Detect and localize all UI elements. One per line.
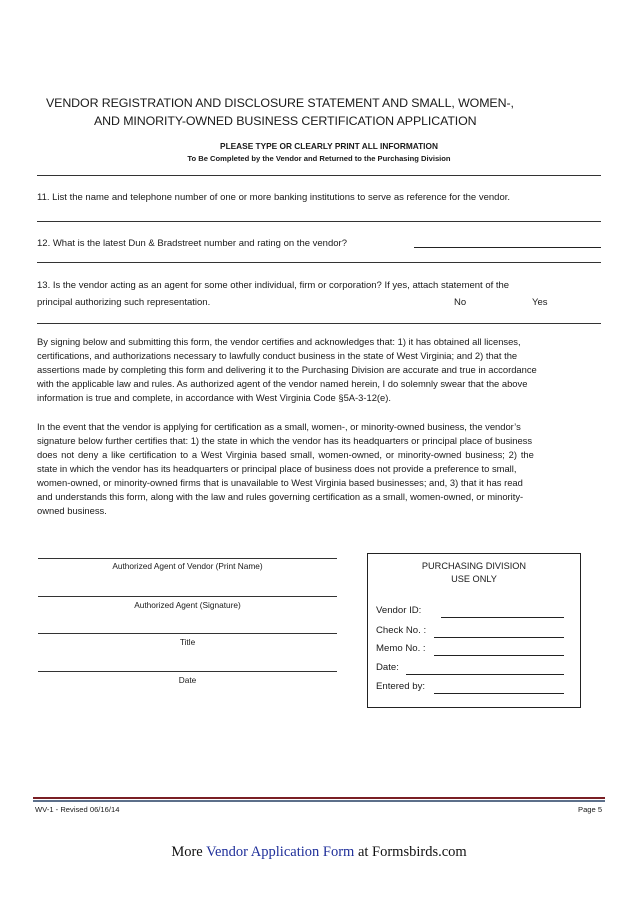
instruction-subheading: To Be Completed by the Vendor and Returned to the Purchasing Division <box>187 154 451 163</box>
date-label: Date <box>178 675 197 685</box>
vendor-application-link[interactable]: Vendor Application Form <box>206 844 355 860</box>
certification-paragraph-1 <box>37 335 637 405</box>
promo-suffix: at Formsbirds.com <box>354 844 467 860</box>
form-title-line2: AND MINORITY-OWNED BUSINESS CERTIFICATION APPLICATION <box>94 114 477 128</box>
paragraph-line: By signing below and submitting this form, the vendor certifies and acknowledges that: 1) it has obtained all licenses, <box>37 336 521 347</box>
paragraph-line: with the applicable law and rules. As authorized agent of the vendor named herein, I do solemnly swear that the above <box>37 378 528 389</box>
promo-line <box>0 844 638 861</box>
form-title-line1: VENDOR REGISTRATION AND DISCLOSURE STATEMENT AND SMALL, WOMEN-, <box>46 96 514 110</box>
memo-no-label: Memo No. : <box>376 643 426 654</box>
date-field-box[interactable] <box>406 674 564 675</box>
answer-line-11[interactable] <box>37 221 601 222</box>
paragraph-line: signature below further certifies that: 1) the state in which the vendor has its headquarters or principal place of business <box>37 435 533 446</box>
print-name-line[interactable] <box>38 558 337 559</box>
check-no-label: Check No. : <box>376 625 427 636</box>
paragraph-line: assertions made by completing this form and delivering it to the Purchasing Division are accurate and true in accordance <box>37 364 537 375</box>
paragraph-line: women-owned, or minority-owned firms that is unavailable to West Virginia based businesses; and, 3) that it has read <box>37 477 523 488</box>
answer-line-12[interactable] <box>414 247 601 248</box>
entered-by-field[interactable] <box>434 693 564 694</box>
option-yes[interactable]: Yes <box>532 297 548 308</box>
date-label-box: Date: <box>376 662 399 673</box>
box-heading-line1: PURCHASING DIVISION <box>421 561 527 571</box>
revision-label: WV-1 - Revised 06/16/14 <box>35 805 120 814</box>
signature-line[interactable] <box>38 596 337 597</box>
paragraph-line: information is true and complete, in accordance with West Virginia Code §5A-3-12(e). <box>37 392 391 403</box>
paragraph-line: does not deny a like certification to a West Virginia based small, women-owned, or minority-owned business; 2) the <box>37 449 534 460</box>
entered-by-label: Entered by: <box>376 681 426 692</box>
divider <box>37 323 601 324</box>
vendor-id-field[interactable] <box>441 617 564 618</box>
page-number: Page 5 <box>578 805 603 814</box>
question-11: 11. List the name and telephone number of one or more banking institutions to serve as reference for the vendor. <box>37 192 511 203</box>
certification-paragraph-2 <box>37 420 637 518</box>
paragraph-line: owned business. <box>37 505 107 516</box>
memo-no-field[interactable] <box>434 655 564 656</box>
footer-rule-top <box>33 797 605 799</box>
paragraph-line: and understands this form, along with the law and rules governing certification as a small, women-owned, or minority- <box>37 491 524 502</box>
instruction-heading: PLEASE TYPE OR CLEARLY PRINT ALL INFORMATION <box>220 141 438 151</box>
paragraph-line: certifications, and authorizations necessary to lawfully conduct business in the state of West Virginia; and 2) that the <box>37 350 518 361</box>
date-line[interactable] <box>38 671 337 672</box>
purchasing-division-box <box>367 553 581 708</box>
vendor-id-label: Vendor ID: <box>376 605 422 616</box>
footer-rule-bottom <box>33 800 605 802</box>
option-no[interactable]: No <box>454 297 467 308</box>
check-no-field[interactable] <box>434 637 564 638</box>
print-name-label: Authorized Agent of Vendor (Print Name) <box>112 561 263 571</box>
question-13: 13. Is the vendor acting as an agent for some other individual, firm or corporation? If yes, attach statement of the <box>37 280 510 291</box>
box-heading-line2: USE ONLY <box>451 574 497 584</box>
paragraph-line: In the event that the vendor is applying for certification as a small, women-, or minority-owned business, the vendor’s <box>37 421 521 432</box>
title-line[interactable] <box>38 633 337 634</box>
divider <box>37 175 601 176</box>
title-label: Title <box>179 637 196 647</box>
question-12: 12. What is the latest Dun & Bradstreet number and rating on the vendor? <box>37 238 347 249</box>
promo-prefix: More <box>171 844 207 860</box>
divider <box>37 262 601 263</box>
signature-label: Authorized Agent (Signature) <box>134 600 241 610</box>
paragraph-line: state in which the vendor has its headquarters or principal place of business does not provide a preference to small, <box>37 463 517 474</box>
question-13-continued: principal authorizing such representation. <box>37 297 211 308</box>
